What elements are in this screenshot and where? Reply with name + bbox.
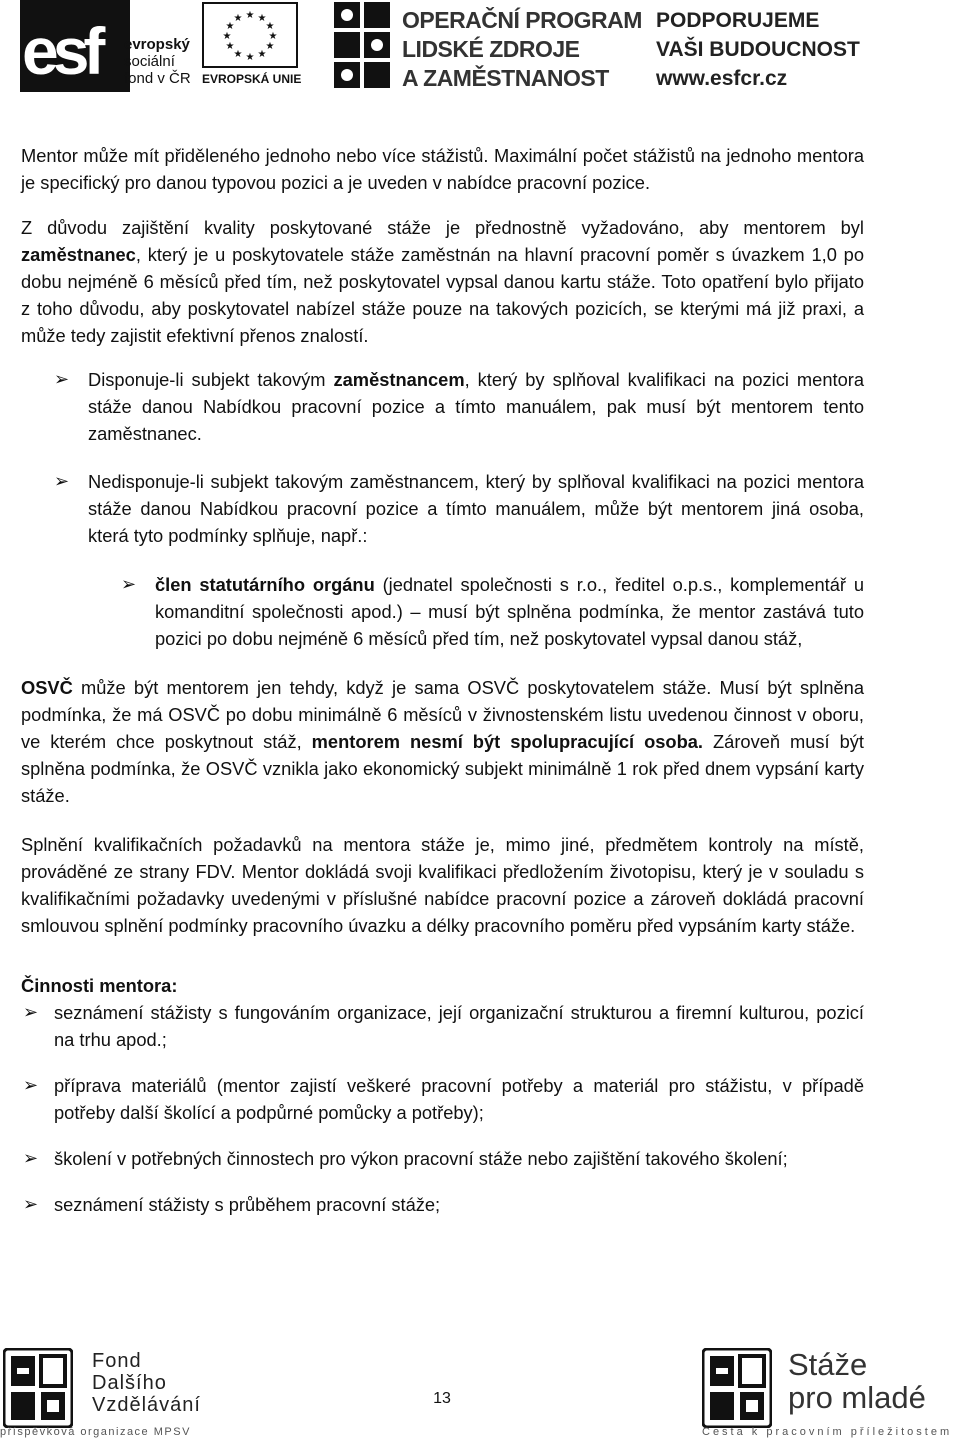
activity-1-text: seznámení stážisty s fungováním organizace, její organizační strukturou a firemní kulturou, pozicí na trhu apod.; (54, 1002, 864, 1050)
eu-flag-icon (202, 2, 298, 68)
esf-logo (20, 0, 202, 92)
header-logos (20, 0, 940, 96)
svg-text:★: ★ (265, 41, 275, 52)
esf-line-3: fond v ČR (124, 70, 191, 87)
paragraph-1: Mentor může mít přiděleného jednoho nebo více stážistů. Maximální počet stážistů na jednoho mentora je specifický pro danou typovou pozici a je uveden v nabídce pracovní pozice. (21, 145, 864, 193)
bullet-1-bold: zaměstnancem (333, 369, 465, 390)
svg-text:★: ★ (233, 49, 243, 60)
subbullet-item (21, 571, 864, 652)
activity-3-text: školení v potřebných činnostech pro výkon pracovní stáže nebo zajištění takového školení; (54, 1148, 788, 1169)
activity-item-2 (21, 1072, 864, 1126)
fdv-line-2: Dalšího (92, 1372, 167, 1394)
footer (0, 1344, 960, 1442)
op-line-1: OPERAČNÍ PROGRAM (402, 7, 642, 33)
svg-text:★: ★ (225, 21, 235, 32)
staze-logo-text (788, 1348, 926, 1414)
arrow-bullet-icon: ➢ (23, 1002, 39, 1022)
p2-bold-employee: zaměstnanec (21, 244, 136, 265)
svg-text:★: ★ (245, 10, 255, 21)
page-number: 13 (433, 1390, 451, 1407)
activity-item-4 (21, 1191, 864, 1218)
support-line-2: VAŠI BUDOUCNOST (656, 38, 860, 61)
page-body (21, 142, 864, 1218)
osvc-text-b: může být mentorem jen tehdy, když je sama OSVČ poskytovatelem stáže. Musí být splněna podmínka, že má OSVČ po dobu minimálně 6 měsíců v živnostenském listu uvedenou činnost v oboru, ve kterém chce poskytnout stáž, (21, 677, 864, 752)
activities-heading: Činnosti mentora: (21, 975, 178, 996)
staze-logo-icon (702, 1348, 772, 1428)
staze-line-2: pro mladé (788, 1380, 926, 1415)
bullet-item-1 (21, 366, 864, 447)
arrow-bullet-icon: ➢ (54, 471, 70, 491)
staze-subtitle: Cesta k pracovním příležitostem (702, 1426, 953, 1438)
op-logo (332, 0, 642, 92)
subbullet-bold: člen statutárního orgánu (155, 574, 375, 595)
staze-line-1: Stáže (788, 1347, 868, 1382)
activity-2-text: příprava materiálů (mentor zajistí veškeré pracovní potřeby a materiál pro stážistu, v případě potřeby další školící a podpůrné pomůcky a potřeby); (54, 1075, 864, 1123)
paragraph-osvc (21, 674, 864, 809)
p2-text-a: Z důvodu zajištění kvality poskytované stáže je přednostně vyžadováno, aby mentorem byl (21, 217, 864, 238)
activity-4-text: seznámení stážisty s průběhem pracovní stáže; (54, 1194, 441, 1215)
eu-label: EVROPSKÁ UNIE (202, 72, 302, 86)
fdv-line-1: Fond (92, 1350, 142, 1372)
svg-text:★: ★ (265, 21, 275, 32)
support-line-1: PODPORUJEME (656, 9, 820, 32)
svg-text:★: ★ (225, 41, 235, 52)
support-logo (656, 6, 886, 92)
bullet-1-text-a: Disponuje-li subjekt takovým (88, 369, 334, 390)
op-logo-text (402, 6, 642, 93)
svg-text:★: ★ (268, 31, 278, 42)
fdv-line-3: Vzdělávání (92, 1394, 201, 1416)
arrow-bullet-icon: ➢ (54, 369, 70, 389)
support-url: www.esfcr.cz (656, 67, 788, 90)
arrow-bullet-icon: ➢ (121, 574, 137, 594)
op-mark-icon (332, 0, 392, 92)
svg-text:★: ★ (222, 31, 232, 42)
activity-item-3 (21, 1145, 864, 1172)
eu-logo (202, 0, 302, 92)
bullet-1-text-c: , který by splňoval kvalifikaci na pozici mentora stáže danou Nabídkou pracovní pozice a tímto manuálem, pak musí být mentorem tento zaměstnanec. (88, 369, 864, 444)
bullet-2-text: Nedisponuje-li subjekt takovým zaměstnancem, který by splňoval kvalifikaci na pozici mentora stáže danou Nabídkou pracovní pozice a tímto manuálem, může být mentorem jiná osoba, která tyto podmínky splňuje, např.: (88, 471, 864, 546)
arrow-bullet-icon: ➢ (23, 1194, 39, 1214)
svg-text:★: ★ (257, 49, 267, 60)
svg-text:★: ★ (257, 13, 267, 24)
fdv-logo-text (92, 1350, 201, 1416)
op-line-3: A ZAMĚSTNANOST (402, 65, 609, 91)
osvc-bold-2: mentorem nesmí být spolupracující osoba. (311, 731, 704, 752)
paragraph-qualification: Splnění kvalifikačních požadavků na mentora stáže je, mimo jiné, předmětem kontroly na místě, prováděné ze strany FDV. Mentor dokládá svoji kvalifikaci předložením životopisu, který je v souladu s kvalifikačními požadavky uvedenými v příslušné nabídce pracovní pozice a zároveň dokládá pracovní smlouvou splnění podmínky pracovního úvazku a délky pracovního poměru před vypsáním karty stáže. (21, 834, 864, 936)
svg-text:★: ★ (245, 52, 255, 63)
fdv-logo-icon (3, 1348, 73, 1428)
svg-text:★: ★ (233, 13, 243, 24)
p2-text-c: , který je u poskytovatele stáže zaměstnán na hlavní pracovní poměr s úvazkem 1,0 po dobu nejméně 6 měsíců před tím, než poskytovatel vypsal danou kartu stáže. Toto opatření bylo přijato z toho důvodu, aby poskytovatel nabízel stáže pouze na takových pozicích, se kterými má již praxi, a může tedy zajistit efektivní přenos znalostí. (21, 244, 864, 346)
esf-line-1: evropský (124, 36, 190, 53)
arrow-bullet-icon: ➢ (23, 1148, 39, 1168)
esf-logo-mark (20, 0, 130, 92)
subbullet-text: (jednatel společnosti s r.o., ředitel o.p.s., komplementář u komanditní společnosti apod.) – musí být splněna podmínka, že mentor zastává tuto pozici po dobu nejméně 6 měsíců před tím, než poskytovatel vypsal danou stáž, (155, 574, 864, 649)
osvc-text-d: Zároveň musí být splněna podmínka, že OSVČ vznikla jako ekonomický subjekt minimálně 1 rok před dnem vypsání karty stáže. (21, 731, 864, 806)
osvc-bold: OSVČ (21, 677, 73, 698)
fdv-subtitle: příspěvková organizace MPSV (0, 1426, 191, 1438)
bullet-item-2 (21, 468, 864, 549)
arrow-bullet-icon: ➢ (23, 1075, 39, 1095)
esf-line-2: sociální (124, 53, 175, 70)
esf-logo-letters: esf (22, 14, 100, 88)
esf-logo-text (124, 36, 191, 87)
activity-item-1 (21, 999, 864, 1053)
op-line-2: LIDSKÉ ZDROJE (402, 36, 580, 62)
paragraph-2 (21, 214, 864, 349)
